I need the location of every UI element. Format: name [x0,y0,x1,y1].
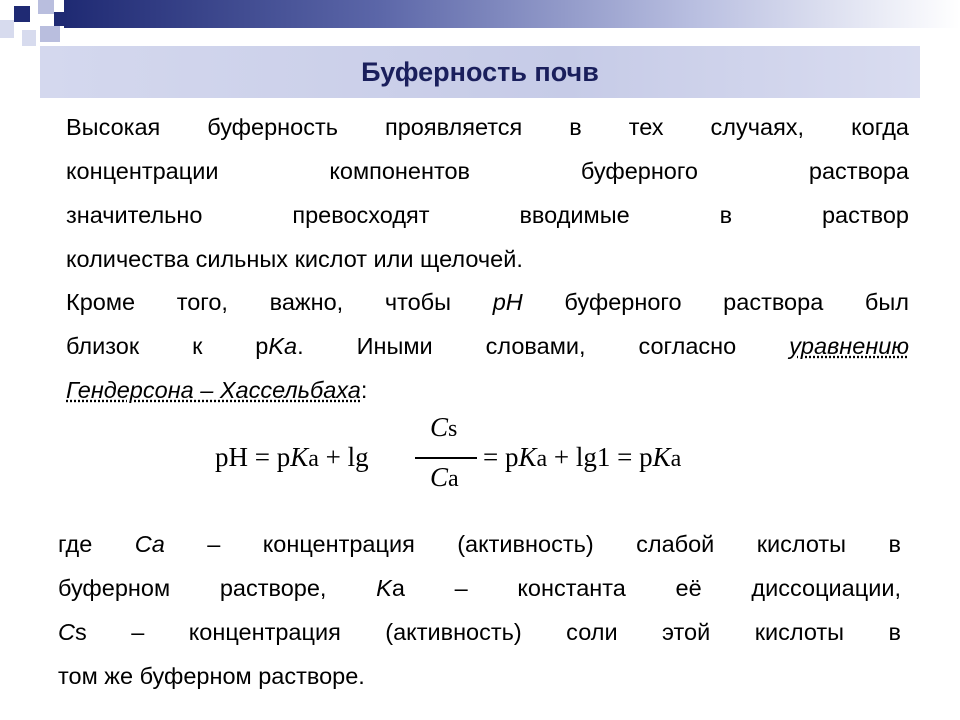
ka-symbol: Ka [268,333,298,359]
decor-square-navy-1 [14,6,30,22]
decor-square-grey-1 [0,20,14,38]
formula-k: K [290,442,309,472]
formula-c: C [430,412,449,442]
text: s – концентрация (активность) соли этой кислоты в [74,619,901,645]
title-banner [40,46,920,98]
formula-k: K [518,442,537,472]
paragraph1-line: Высокая буферность проявляется в тех случаях, когда [66,114,909,140]
paragraph2-line1 [66,280,909,324]
ca-symbol: Ca [134,531,165,557]
formula-ph: pH = p [215,442,291,472]
formula-s: s [448,416,458,442]
text: . Иными словами, согласно [297,333,790,359]
text: буферном растворе, [58,575,377,601]
formula-a: a [308,446,319,472]
text: близок к p [66,333,269,359]
henderson-hasselbalch-formula [215,412,755,504]
formula-right [483,442,681,473]
equation-link-text: уравнению [789,333,909,359]
paragraph-high-buffering [66,105,909,281]
formula-a: a [448,466,459,492]
paragraph1-line: концентрации компонентов буферного раствора [66,158,909,184]
paragraph2-line2 [66,324,909,368]
henderson-hasselbalch-link: Гендерсона – Хассельбаха [66,377,361,403]
formula-a: a [670,446,682,472]
slide-title: Буферность почв [361,57,599,87]
formula-k: K [652,442,671,472]
text: – концентрация (активность) слабой кислоты в [164,531,901,557]
formula-a: a [536,446,548,472]
text: где [58,531,135,557]
paragraph3-line1 [58,522,901,566]
decor-square-light-1 [38,0,54,14]
text: : [360,377,368,403]
cs-symbol: C [58,619,75,645]
fraction-numerator [430,412,457,443]
header-gradient-bar [64,0,960,28]
paragraph1-line: значительно превосходят вводимые в раствор [66,202,909,228]
formula-lg: + lg [318,442,369,472]
text: a – константа её диссоциации, [391,575,901,601]
formula-c: C [430,462,449,492]
paragraph-definitions [58,522,901,698]
paragraph3-line4: том же буферном растворе. [58,663,365,689]
text: буферного раствора был [522,289,909,315]
paragraph3-line3 [58,610,901,654]
fraction-denominator [430,462,459,493]
ph-symbol: рН [492,289,523,315]
formula-eq: = p [483,442,519,472]
formula-left [215,442,369,473]
paragraph1-line: количества сильных кислот или щелочей. [66,246,523,272]
decor-square-light-2 [40,26,60,42]
text: Кроме того, важно, чтобы [66,289,493,315]
fraction-bar [415,457,477,459]
paragraph2-line3 [66,368,909,412]
decor-square-grey-2 [22,30,36,46]
k-symbol: K [376,575,392,601]
formula-lg1: + lg1 = p [547,442,653,472]
paragraph3-line2 [58,566,901,610]
paragraph-ph-near-pka [66,280,909,412]
